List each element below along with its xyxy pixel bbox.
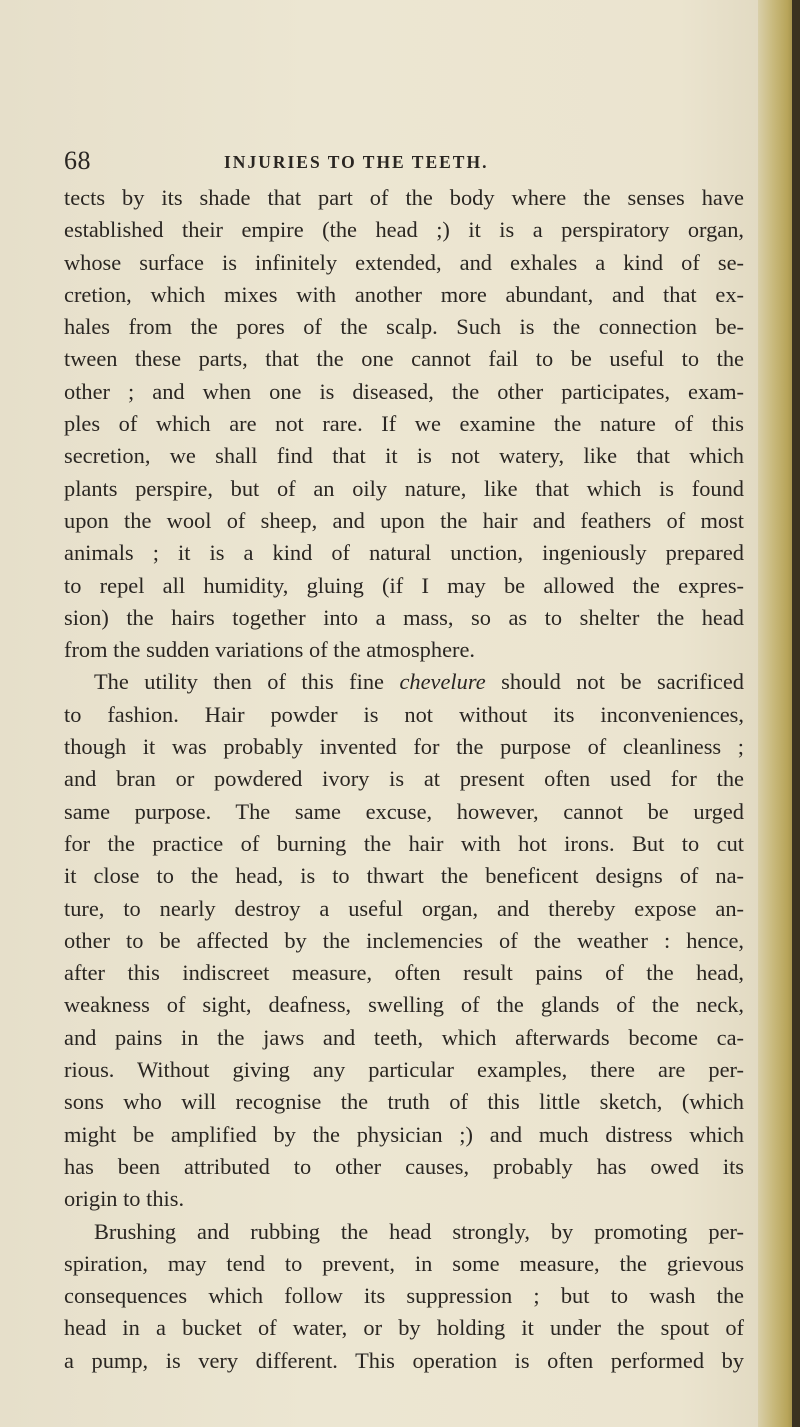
text-line: ture, to nearly destroy a useful organ, and thereby expose an- [64,895,744,921]
paragraph-start-line: Brushing and rubbing the head strongly, by promoting per- [94,1218,744,1244]
text-line: and pains in the jaws and teeth, which afterwards become ca- [64,1024,744,1050]
text-line: head in a bucket of water, or by holding it under the spout of [64,1315,744,1341]
paragraph-end-line: origin to this. [64,1186,185,1212]
text-line: cretion, which mixes with another more abundant, and that ex- [64,281,744,307]
text-line: other to be affected by the inclemencies of the weather : hence, [64,927,744,953]
text-line: consequences which follow its suppression ; but to wash the [64,1283,744,1309]
page-header [0,146,800,176]
text-line: though it was probably invented for the purpose of cleanliness ; [64,734,744,760]
text-line: it close to the head, is to thwart the beneficent designs of na- [64,863,744,889]
text-line: for the practice of burning the hair with hot irons. But to cut [64,830,744,856]
text-line: a pump, is very different. This operation is often performed by [64,1347,744,1373]
paragraph-start-line [64,666,744,698]
text-line: animals ; it is a kind of natural unction, ingeniously prepared [64,540,744,566]
text-line: weakness of sight, deafness, swelling of the glands of the neck, [64,992,744,1018]
paragraph-end-line: from the sudden variations of the atmosphere. [64,637,476,663]
body-text [64,182,744,1377]
text-line: rious. Without giving any particular examples, there are per- [64,1057,744,1083]
text-line: plants perspire, but of an oily nature, like that which is found [64,475,744,501]
text-line: and bran or powdered ivory is at present often used for the [64,766,744,792]
text-line: sion) the hairs together into a mass, so as to shelter the head [64,604,744,630]
text-line: hales from the pores of the scalp. Such is the connection be- [64,314,744,340]
text-line: upon the wool of sheep, and upon the hair and feathers of most [64,507,744,533]
text-line: to fashion. Hair powder is not without its inconveniences, [64,701,744,727]
text-line: same purpose. The same excuse, however, cannot be urged [64,798,744,824]
text-segment: should not be sacrificed [485,669,744,695]
text-line: other ; and when one is diseased, the other participates, exam- [64,378,744,404]
text-line: after this indiscreet measure, often result pains of the head, [64,960,744,986]
text-segment: The utility then of this fine [94,669,400,695]
book-spine-edge [792,0,800,1427]
text-line: established their empire (the head ;) it is a perspiratory organ, [64,217,744,243]
text-line: spiration, may tend to prevent, in some measure, the grievous [64,1250,744,1276]
text-line: to repel all humidity, gluing (if I may be allowed the expres- [64,572,744,598]
text-line: sons who will recognise the truth of this little sketch, (which [64,1089,744,1115]
running-head: INJURIES TO THE TEETH. [224,152,489,172]
text-line: has been attributed to other causes, probably has owed its [64,1153,744,1179]
text-line: tects by its shade that part of the body where the senses have [64,185,744,210]
text-line: might be amplified by the physician ;) and much distress which [64,1121,744,1147]
page-number: 68 [64,146,91,175]
text-line: ples of which are not rare. If we examine the nature of this [64,411,744,437]
italic-term: chevelure [399,669,486,695]
text-line: tween these parts, that the one cannot fail to be useful to the [64,346,744,372]
text-line: whose surface is infinitely extended, and exhales a kind of se- [64,249,744,275]
text-line: secretion, we shall find that it is not watery, like that which [64,443,744,469]
